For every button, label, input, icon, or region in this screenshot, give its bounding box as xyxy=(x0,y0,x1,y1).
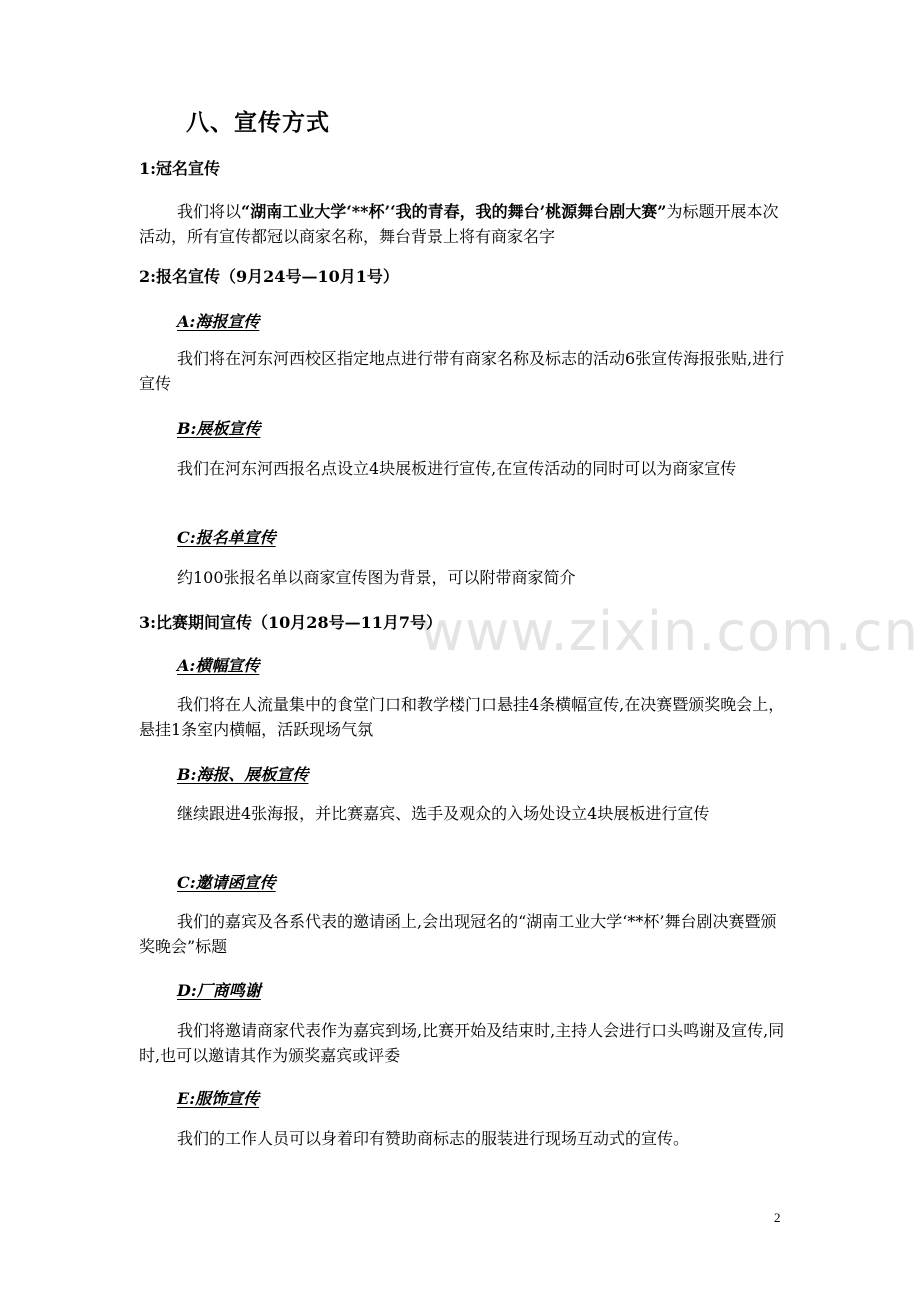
subsection-label: B:展板宣传 xyxy=(177,419,261,438)
subsection-paragraph: 我们在河东河西报名点设立4块展板进行宣传,在宣传活动的同时可以为商家宣传 xyxy=(177,459,737,478)
paragraph-text: 为标题开展本次活动，所有宣传都冠以商家名称，舞台背景上将有商家名字 xyxy=(139,202,779,246)
subsection-label: A:横幅宣传 xyxy=(177,656,260,675)
section-title-registration: 2:报名宣传（9月24号—10月1号） xyxy=(139,267,399,286)
subsection-paragraph: 约100张报名单以商家宣传图为背景，可以附带商家简介 xyxy=(177,568,576,587)
subsection-label: B:海报、展板宣传 xyxy=(177,765,309,784)
subsection-label: C:报名单宣传 xyxy=(177,528,276,547)
subsection-paragraph: 我们将在河东河西校区指定地点进行带有商家名称及标志的活动6张宣传海报张贴,进行宣传 xyxy=(139,349,785,393)
section-heading: 八、宣传方式 xyxy=(186,110,330,136)
subsection-label: A:海报宣传 xyxy=(177,312,260,331)
subsection-paragraph: 我们的嘉宾及各系代表的邀请函上,会出现冠名的“湖南工业大学‘**杯’舞台剧决赛暨颁奖晚会”标题 xyxy=(139,912,777,956)
section-title-naming: 1:冠名宣传 xyxy=(139,159,221,178)
subsection-paragraph: 继续跟进4张海报，并比赛嘉宾、选手及观众的入场处设立4块展板进行宣传 xyxy=(177,804,710,823)
paragraph-bold-title: “湖南工业大学‘**杯’‘我的青春，我的舞台’桃源舞台剧大赛” xyxy=(241,202,667,221)
paragraph-naming xyxy=(139,199,789,249)
watermark: www.zixin.com.cn xyxy=(420,600,919,663)
subsection-paragraph: 我们将邀请商家代表作为嘉宾到场,比赛开始及结束时,主持人会进行口头鸣谢及宣传,同时,也可以邀请其作为颁奖嘉宾或评委 xyxy=(139,1021,785,1065)
paragraph-text: 我们将以 xyxy=(177,202,242,221)
subsection-label: E:服饰宣传 xyxy=(177,1089,260,1108)
subsection-paragraph: 我们的工作人员可以身着印有赞助商标志的服装进行现场互动式的宣传。 xyxy=(177,1129,690,1148)
subsection-paragraph: 我们将在人流量集中的食堂门口和教学楼门口悬挂4条横幅宣传,在决赛暨颁奖晚会上，悬挂1条室内横幅，活跃现场气氛 xyxy=(139,695,785,739)
subsection-label: D:厂商鸣谢 xyxy=(177,981,261,1000)
section-title-competition: 3:比赛期间宣传（10月28号—11月7号） xyxy=(139,613,442,632)
page-number: 2 xyxy=(774,1210,781,1225)
subsection-label: C:邀请函宣传 xyxy=(177,873,276,892)
